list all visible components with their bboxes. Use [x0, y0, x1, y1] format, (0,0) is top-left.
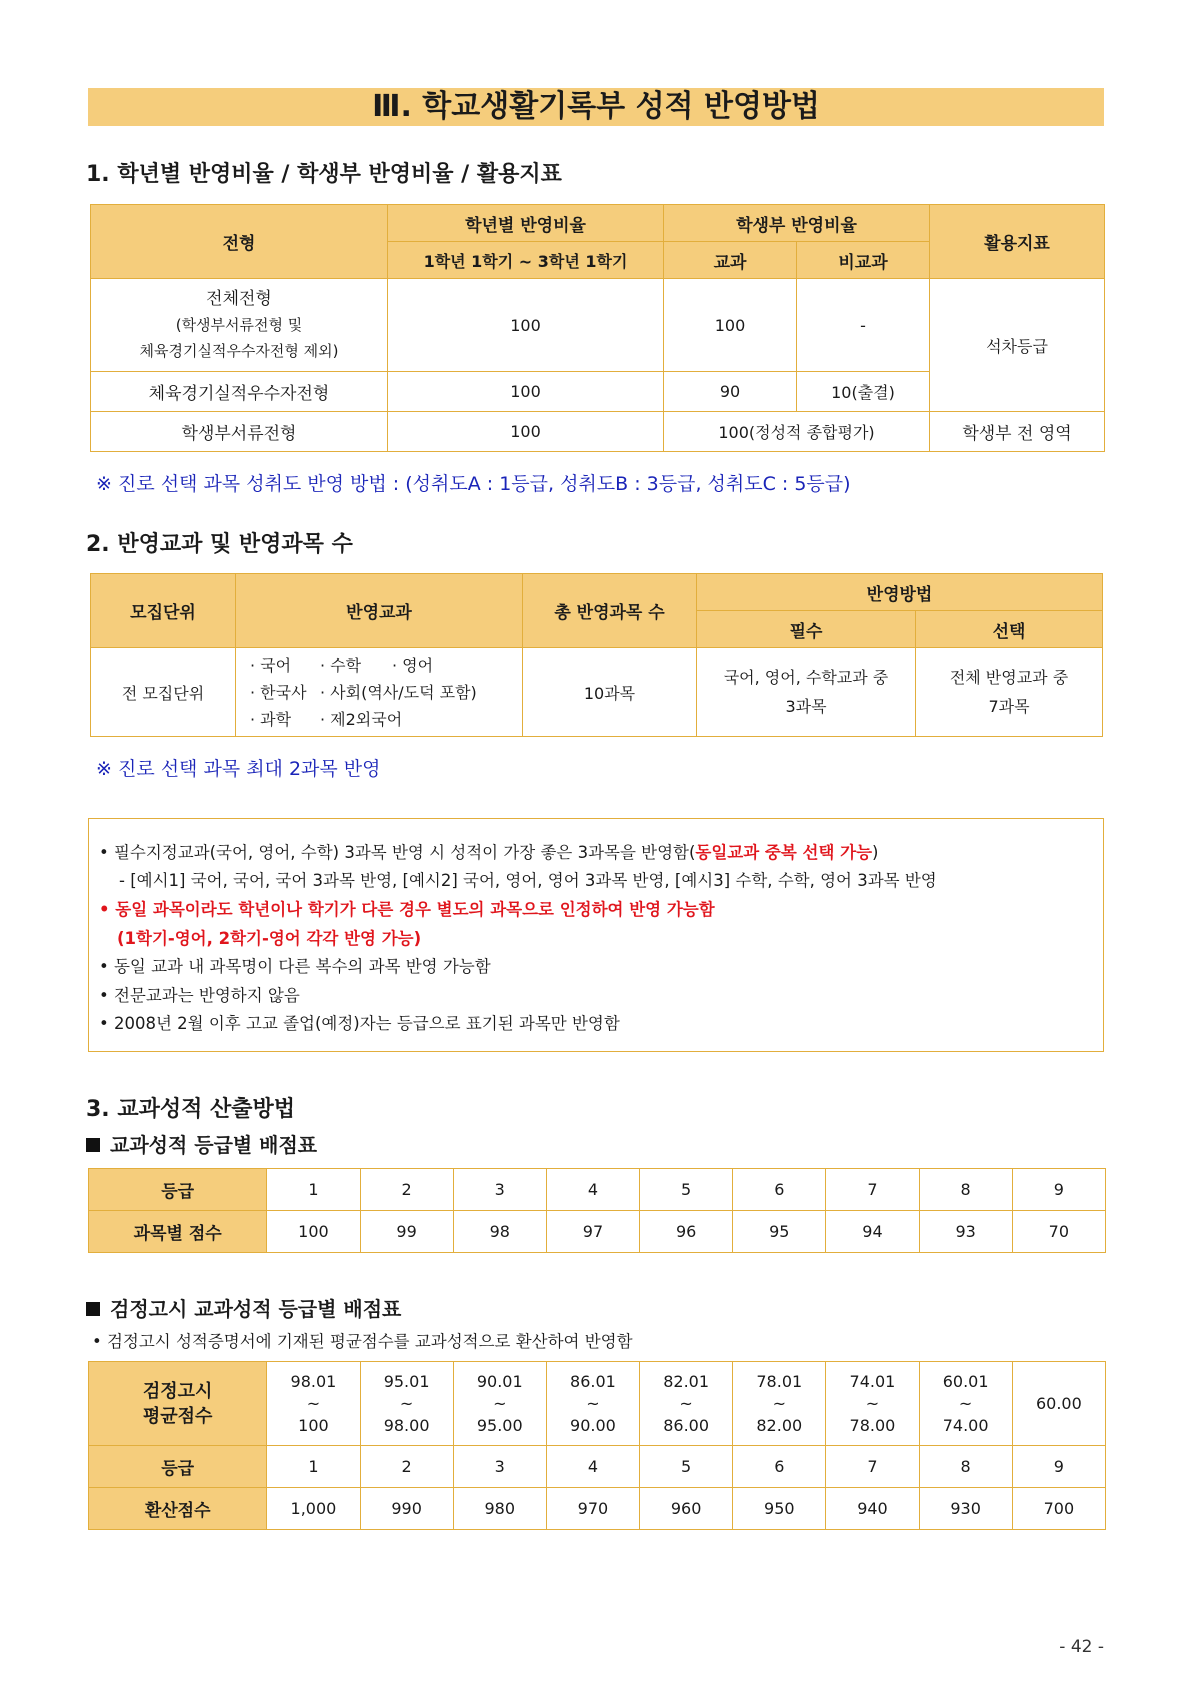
optional-cell — [916, 648, 1103, 737]
grade-score-subheading — [86, 1129, 317, 1158]
header-indicator: 활용지표 — [930, 205, 1105, 279]
subjects-table — [90, 573, 1103, 737]
optional-line: 전체 반영교과 중 — [949, 668, 1069, 687]
ged-grade-label: 등급 — [89, 1446, 267, 1488]
score-cell: 70 — [1012, 1211, 1105, 1253]
header-method: 반영방법 — [697, 574, 1103, 611]
range-sep: ~ — [865, 1393, 880, 1413]
label-line: 검정고시 — [142, 1380, 213, 1402]
conv-cell: 980 — [453, 1488, 546, 1530]
conv-cell: 1,000 — [267, 1488, 360, 1530]
table-row — [89, 1488, 1106, 1530]
subject-list-cell: · 국어 · 수학 · 영어 · 한국사 · 사회(역사/도덕 포함) · 과학 · 제2외국어 — [236, 648, 523, 737]
label-line: 평균점수 — [142, 1405, 213, 1427]
conv-cell: 700 — [1012, 1488, 1105, 1530]
optional-line: 7과목 — [988, 697, 1030, 716]
conv-cell: 940 — [826, 1488, 919, 1530]
range-bottom: 74.00 — [942, 1415, 989, 1435]
rule-item: • 동일 교과 내 과목명이 다른 복수의 과목 반영 가능함 — [99, 957, 491, 976]
grade-cell: 5 — [640, 1169, 733, 1211]
range-bottom: 86.00 — [663, 1415, 710, 1435]
range-cell — [733, 1362, 826, 1446]
year-ratio-cell: 100 — [388, 372, 664, 412]
nonsubject-ratio-cell: - — [797, 279, 930, 372]
range-cell — [919, 1362, 1012, 1446]
grade-cell: 8 — [919, 1446, 1012, 1488]
range-top: 82.01 — [663, 1371, 710, 1391]
conv-cell: 950 — [733, 1488, 826, 1530]
range-top: 78.01 — [756, 1371, 803, 1391]
score-cell: 96 — [640, 1211, 733, 1253]
range-top: 90.01 — [476, 1371, 523, 1391]
header-required: 필수 — [697, 611, 916, 648]
grade-cell: 3 — [453, 1446, 546, 1488]
range-top: 74.01 — [849, 1371, 896, 1391]
type-cell: 학생부서류전형 — [91, 412, 388, 452]
header-year-ratio: 학년별 반영비율 — [388, 205, 664, 242]
header-nonsubject: 비교과 — [797, 242, 930, 279]
table-row — [89, 1362, 1106, 1446]
conv-cell: 990 — [360, 1488, 453, 1530]
range-cell: 60.00 — [1012, 1362, 1105, 1446]
grade-cell: 3 — [453, 1169, 546, 1211]
square-bullet-icon — [86, 1138, 100, 1152]
score-cell: 100 — [267, 1211, 360, 1253]
grade-label: 등급 — [89, 1169, 267, 1211]
range-sep: ~ — [958, 1393, 973, 1413]
required-line: 3과목 — [785, 697, 827, 716]
rule-item: • 전문교과는 반영하지 않음 — [99, 986, 300, 1005]
type-line: (학생부서류전형 및 — [175, 316, 303, 334]
rule-text: ) — [872, 843, 879, 862]
range-bottom: 98.00 — [383, 1415, 430, 1435]
required-line: 국어, 영어, 수학교과 중 — [723, 668, 889, 687]
year-ratio-cell: 100 — [388, 279, 664, 372]
conv-cell: 930 — [919, 1488, 1012, 1530]
max-career-note: ※ 진로 선택 과목 최대 2과목 반영 — [96, 758, 381, 780]
score-label: 과목별 점수 — [89, 1211, 267, 1253]
indicator-cell: 석차등급 — [930, 279, 1105, 412]
rule-example: - [예시1] 국어, 국어, 국어 3과목 반영, [예시2] 국어, 영어, 영어 3과목 반영, [예시3] 수학, 수학, 영어 3과목 반영 — [119, 871, 937, 890]
range-cell — [826, 1362, 919, 1446]
grade-cell: 9 — [1012, 1446, 1105, 1488]
range-top: 86.01 — [570, 1371, 616, 1391]
rule-item: • 동일 과목이라도 학년이나 학기가 다른 경우 별도의 과목으로 인정하여 반영 가능함 — [99, 900, 715, 919]
subheading-text: 검정고시 교과성적 등급별 배점표 — [110, 1297, 402, 1321]
table-row — [91, 412, 1105, 452]
rule-highlight: 동일교과 중복 선택 가능 — [695, 843, 873, 862]
range-bottom: 90.00 — [570, 1415, 616, 1435]
range-top: 60.01 — [942, 1371, 989, 1391]
type-line: 체육경기실적우수자전형 제외) — [139, 342, 339, 360]
type-cell: 체육경기실적우수자전형 — [91, 372, 388, 412]
subject-item: 영어 — [402, 655, 434, 675]
range-cell — [360, 1362, 453, 1446]
rule-text: 동일 교과 내 과목명이 다른 복수의 과목 반영 가능함 — [113, 957, 491, 976]
grade-score-table — [88, 1168, 1106, 1253]
grade-cell: 1 — [267, 1169, 360, 1211]
ged-subheading — [86, 1293, 401, 1322]
subject-item: 제2외국어 — [330, 709, 403, 729]
grade-cell: 4 — [546, 1169, 639, 1211]
header-count: 총 반영과목 수 — [523, 574, 697, 648]
header-year-range: 1학년 1학기 ~ 3학년 1학기 — [388, 242, 664, 279]
page-number: - 42 - — [1059, 1637, 1104, 1657]
range-sep: ~ — [493, 1393, 507, 1413]
range-cell — [267, 1362, 360, 1446]
range-sep: ~ — [586, 1393, 600, 1413]
section2-heading: 2. 반영교과 및 반영과목 수 — [86, 532, 353, 557]
subject-item: 수학 — [330, 655, 362, 675]
rule-item: • 필수지정교과(국어, 영어, 수학) 3과목 반영 시 성적이 가장 좋은 3과목을 반영함(동일교과 중복 선택 가능) — [99, 843, 879, 862]
range-top: 98.01 — [290, 1371, 337, 1391]
subject-item: 국어 — [260, 655, 292, 675]
grade-cell: 6 — [733, 1169, 826, 1211]
range-sep: ~ — [679, 1393, 693, 1413]
subject-ratio-cell: 100 — [664, 279, 797, 372]
square-bullet-icon — [86, 1302, 100, 1316]
range-bottom: 78.00 — [849, 1415, 896, 1435]
ged-note: • 검정고시 성적증명서에 기재된 평균점수를 교과성적으로 환산하여 반영함 — [92, 1332, 633, 1351]
score-cell: 95 — [733, 1211, 826, 1253]
range-top: 95.01 — [383, 1371, 430, 1391]
grade-cell: 4 — [546, 1446, 639, 1488]
type-line: 전체전형 — [206, 289, 272, 309]
header-type: 전형 — [91, 205, 388, 279]
score-cell: 93 — [919, 1211, 1012, 1253]
rule-text: 전문교과는 반영하지 않음 — [113, 986, 300, 1005]
ged-score-table — [88, 1361, 1106, 1530]
range-bottom: 100 — [298, 1415, 329, 1435]
range-cell — [640, 1362, 733, 1446]
range-cell — [546, 1362, 639, 1446]
score-cell: 98 — [453, 1211, 546, 1253]
type-cell — [91, 279, 388, 372]
grade-cell: 7 — [826, 1169, 919, 1211]
grade-cell: 2 — [360, 1446, 453, 1488]
year-ratio-cell: 100 — [388, 412, 664, 452]
table-row — [91, 648, 1103, 737]
conv-cell: 970 — [546, 1488, 639, 1530]
range-sep: ~ — [772, 1393, 786, 1413]
subject-item: 사회(역사/도덕 포함) — [330, 682, 477, 702]
score-cell: 94 — [826, 1211, 919, 1253]
table-row — [89, 1169, 1106, 1211]
section1-heading: 1. 학년별 반영비율 / 학생부 반영비율 / 활용지표 — [86, 162, 562, 187]
nonsubject-ratio-cell: 10(출결) — [797, 372, 930, 412]
range-bottom: 95.00 — [476, 1415, 523, 1435]
score-cell: 97 — [546, 1211, 639, 1253]
rule-highlight-sub: (1학기-영어, 2학기-영어 각각 반영 가능) — [117, 929, 422, 948]
range-bottom: 82.00 — [756, 1415, 803, 1435]
achievement-note: ※ 진로 선택 과목 성취도 반영 방법 : (성취도A : 1등급, 성취도B : 3등급, 성취도C : 5등급) — [96, 473, 851, 495]
table-row — [89, 1211, 1106, 1253]
subject-item: 한국사 — [260, 682, 307, 702]
page-banner-title: Ⅲ. 학교생활기록부 성적 반영방법 — [88, 88, 1104, 126]
required-cell — [697, 648, 916, 737]
grade-cell: 1 — [267, 1446, 360, 1488]
grade-cell: 7 — [826, 1446, 919, 1488]
conv-cell: 960 — [640, 1488, 733, 1530]
rule-text: 필수지정교과(국어, 영어, 수학) 3과목 반영 시 성적이 가장 좋은 3과목을 반영함( — [113, 843, 696, 862]
count-cell: 10과목 — [523, 648, 697, 737]
grade-cell: 2 — [360, 1169, 453, 1211]
ged-average-label — [89, 1362, 267, 1446]
header-subject: 교과 — [664, 242, 797, 279]
grade-cell: 9 — [1012, 1169, 1105, 1211]
range-cell — [453, 1362, 546, 1446]
unit-cell: 전 모집단위 — [91, 648, 236, 737]
table-row — [91, 279, 1105, 372]
range-sep: ~ — [399, 1393, 414, 1413]
header-record-ratio: 학생부 반영비율 — [664, 205, 930, 242]
indicator-cell: 학생부 전 영역 — [930, 412, 1105, 452]
subheading-text: 교과성적 등급별 배점표 — [110, 1133, 318, 1157]
rule-highlight: 동일 과목이라도 학년이나 학기가 다른 경우 별도의 과목으로 인정하여 반영 가능함 — [115, 900, 715, 919]
grade-cell: 8 — [919, 1169, 1012, 1211]
subject-item: 과학 — [260, 709, 292, 729]
subject-ratio-cell: 90 — [664, 372, 797, 412]
grade-cell: 5 — [640, 1446, 733, 1488]
header-optional: 선택 — [916, 611, 1103, 648]
rule-text: 2008년 2월 이후 고교 졸업(예정)자는 등급으로 표기된 과목만 반영함 — [113, 1014, 620, 1033]
section3-heading: 3. 교과성적 산출방법 — [86, 1097, 295, 1122]
ged-conv-label: 환산점수 — [89, 1488, 267, 1530]
header-subjects: 반영교과 — [236, 574, 523, 648]
rule-item: • 2008년 2월 이후 고교 졸업(예정)자는 등급으로 표기된 과목만 반영함 — [99, 1014, 620, 1033]
ratio-table — [90, 204, 1105, 452]
merged-ratio-cell: 100(정성적 종합평가) — [664, 412, 930, 452]
grade-cell: 6 — [733, 1446, 826, 1488]
table-row — [89, 1446, 1106, 1488]
ged-note-text: 검정고시 성적증명서에 기재된 평균점수를 교과성적으로 환산하여 반영함 — [106, 1332, 633, 1351]
score-cell: 99 — [360, 1211, 453, 1253]
range-sep: ~ — [306, 1393, 321, 1413]
rules-box — [88, 818, 1104, 1052]
header-unit: 모집단위 — [91, 574, 236, 648]
